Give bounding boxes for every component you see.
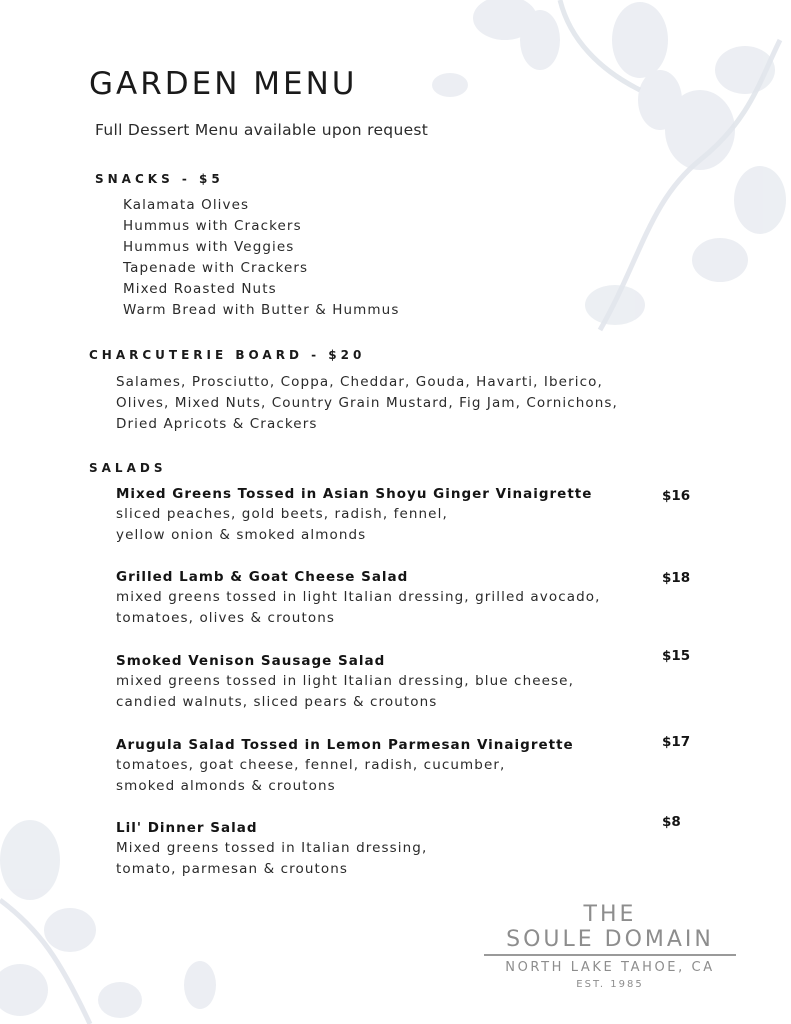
list-item: Hummus with Veggies	[123, 239, 295, 255]
menu-title: GARDEN MENU	[89, 66, 358, 102]
salad-description-line: mixed greens tossed in light Italian dressing, grilled avocado,	[116, 589, 601, 605]
salad-description-line: Mixed greens tossed in Italian dressing,	[116, 840, 428, 856]
salad-price: $15	[662, 648, 691, 664]
salad-description-line: candied walnuts, sliced pears & croutons	[116, 694, 438, 710]
salad-price: $8	[662, 814, 681, 830]
description-line: Dried Apricots & Crackers	[116, 416, 318, 432]
salad-item	[116, 735, 716, 797]
salad-description-line: yellow onion & smoked almonds	[116, 527, 367, 543]
soule-domain-logo	[484, 903, 736, 992]
menu-subtitle: Full Dessert Menu available upon request	[95, 121, 429, 139]
salad-item	[116, 818, 716, 880]
salad-name: Smoked Venison Sausage Salad	[116, 653, 386, 669]
salad-price: $18	[662, 570, 691, 586]
salad-description-line: tomatoes, olives & croutons	[116, 610, 335, 626]
salad-price: $17	[662, 734, 691, 750]
description-line: Salames, Prosciutto, Coppa, Cheddar, Gouda, Havarti, Iberico,	[116, 374, 603, 390]
list-item: Tapenade with Crackers	[123, 260, 309, 276]
description-line: Olives, Mixed Nuts, Country Grain Mustard, Fig Jam, Cornichons,	[116, 395, 618, 411]
logo-name: SOULE DOMAIN	[484, 927, 736, 956]
salad-description-line: tomatoes, goat cheese, fennel, radish, cucumber,	[116, 757, 506, 773]
salad-description-line: smoked almonds & croutons	[116, 778, 336, 794]
logo-location: NORTH LAKE TAHOE, CA	[505, 960, 715, 975]
salad-item	[116, 484, 716, 546]
list-item: Warm Bread with Butter & Hummus	[123, 302, 400, 318]
salad-item	[116, 567, 716, 629]
charcuterie-heading: CHARCUTERIE BOARD - $20	[89, 348, 366, 362]
logo-established: EST. 1985	[576, 979, 644, 990]
salad-name: Arugula Salad Tossed in Lemon Parmesan Vinaigrette	[116, 737, 574, 753]
logo-line: THE	[583, 902, 637, 927]
snacks-heading: SNACKS - $5	[95, 172, 224, 186]
salad-description-line: tomato, parmesan & croutons	[116, 861, 349, 877]
list-item: Kalamata Olives	[123, 197, 250, 213]
salad-item	[116, 651, 716, 713]
salad-price: $16	[662, 488, 691, 504]
salad-name: Lil' Dinner Salad	[116, 820, 258, 836]
salad-name: Mixed Greens Tossed in Asian Shoyu Ginger Vinaigrette	[116, 486, 593, 502]
list-item: Mixed Roasted Nuts	[123, 281, 277, 297]
salad-description-line: sliced peaches, gold beets, radish, fennel,	[116, 506, 448, 522]
snacks-list	[123, 195, 399, 321]
salads-heading: SALADS	[89, 461, 167, 475]
salad-description-line: mixed greens tossed in light Italian dressing, blue cheese,	[116, 673, 574, 689]
list-item: Hummus with Crackers	[123, 218, 302, 234]
charcuterie-description	[116, 372, 676, 435]
salad-name: Grilled Lamb & Goat Cheese Salad	[116, 569, 409, 585]
